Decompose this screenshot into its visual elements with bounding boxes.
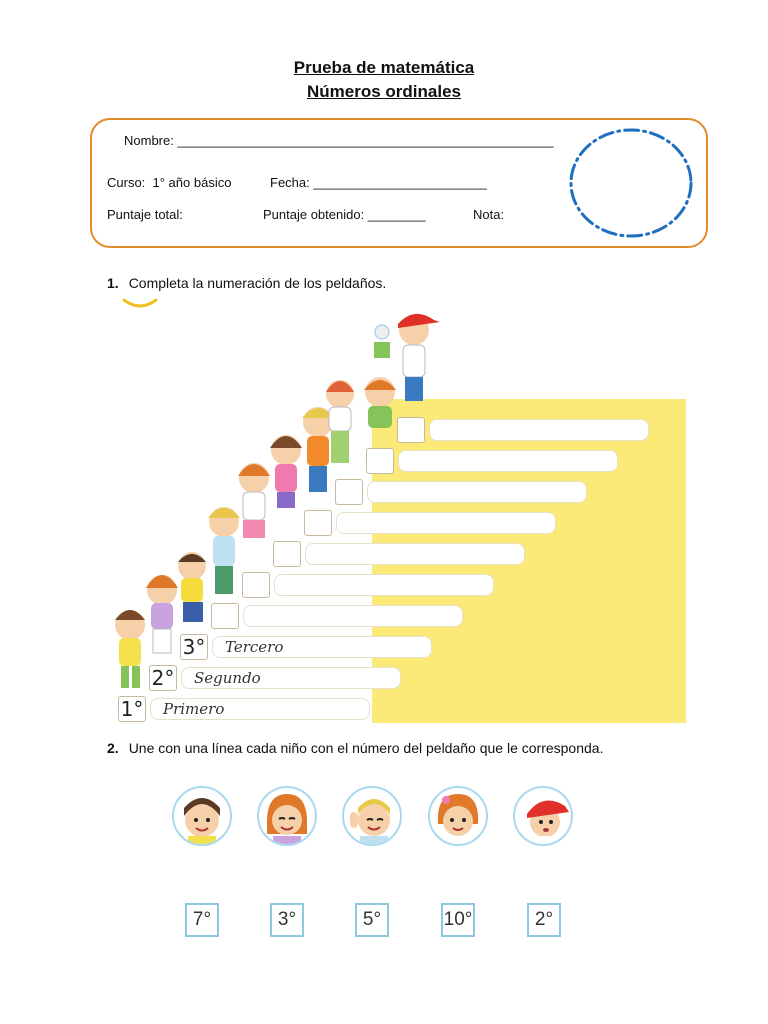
grade-label: Nota: [473,207,505,222]
kid-face-icon [344,788,400,844]
question-1 [107,275,386,291]
kid-face-icon [259,788,315,844]
kid-illustration [115,314,440,688]
ordinal-box[interactable]: 7° [185,903,219,937]
ordinal-box[interactable]: 10° [441,903,475,937]
step-word-field[interactable]: Segundo [181,667,401,689]
kid-face-2[interactable] [257,786,317,846]
ordinal-box[interactable]: 5° [355,903,389,937]
step-number-box[interactable]: 3° [180,634,208,660]
question-2-number: 2. [107,740,119,756]
step-word-field[interactable]: Primero [150,698,370,720]
ordinal-box[interactable]: 2° [527,903,561,937]
step-number-box[interactable]: 2° [149,665,177,691]
kid-face-5[interactable] [513,786,573,846]
question-2-text: Une con una línea cada niño con el número del peldaño que le corresponda. [128,740,604,756]
question-2 [107,740,603,756]
ordinal-box[interactable]: 3° [270,903,304,937]
kid-face-icon [174,788,230,844]
obtained-score-field[interactable]: Puntaje obtenido: ________ [263,207,426,222]
kid-face-1[interactable] [172,786,232,846]
step-number-box[interactable]: 1° [118,696,146,722]
question-1-text: Completa la numeración de los peldaños. [128,275,387,291]
kid-face-icon [515,788,571,844]
kid-face-3[interactable] [342,786,402,846]
total-score-label: Puntaje total: [107,207,183,222]
kid-face-4[interactable] [428,786,488,846]
date-field[interactable]: Fecha: ________________________ [270,175,487,190]
kid-face-icon [430,788,486,844]
page-subtitle: Números ordinales [307,82,461,101]
step-word-field[interactable]: Tercero [212,636,432,658]
grade-stamp-circle [568,127,694,239]
page-title: Prueba de matemática [293,58,475,77]
kids-illustration [96,300,456,700]
course-label: Curso: 1° año básico [107,175,232,190]
step-word-field[interactable] [429,419,649,441]
question-1-number: 1. [107,275,119,291]
name-field[interactable]: Nombre: ____________________________________________________ [124,133,554,148]
